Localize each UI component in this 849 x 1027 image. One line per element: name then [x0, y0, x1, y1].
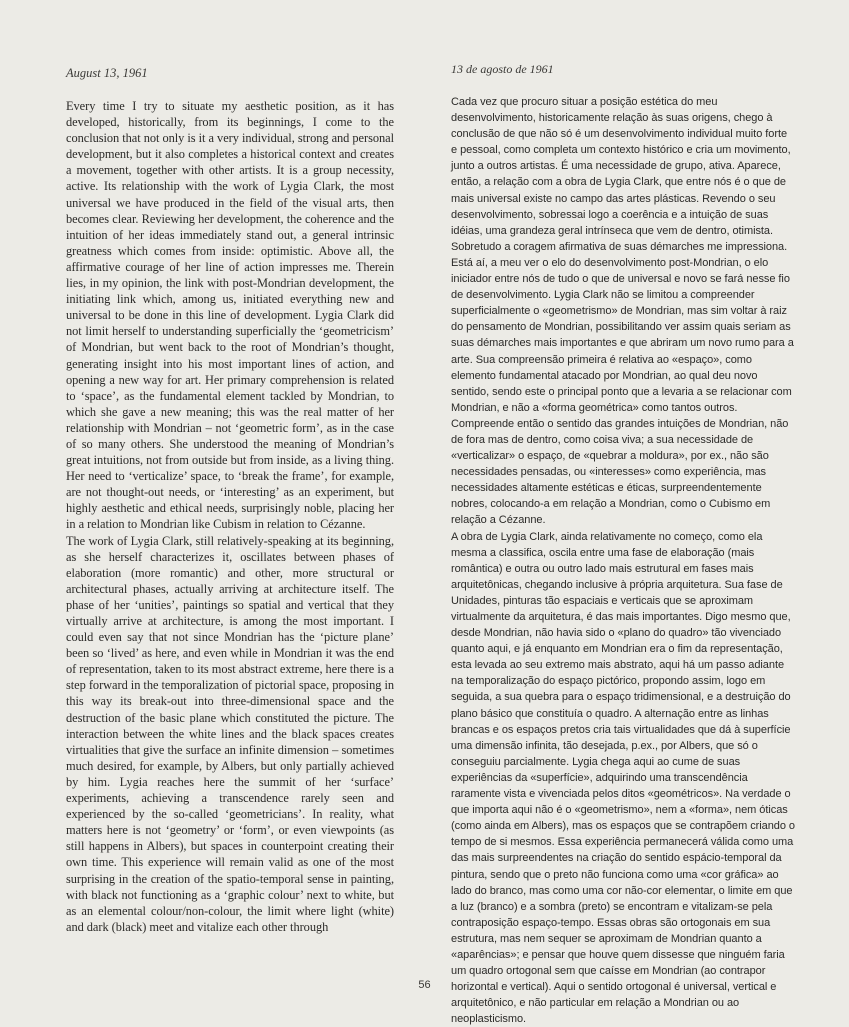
english-body-text — [66, 98, 394, 935]
english-paragraph-1: Every time I try to situate my aesthetic position, as it has developed, historically, from its beginnings, I come to the conclusion that not only is it a very individual, strong and personal development, but it also completes a historical context and creates a movement, together with other artists. It is a group necessity, active. Its relationship with the work of Lygia Clark, the most universal we have produced in the field of the visual arts, then becomes clear. Reviewing her development, the coherence and the intuition of her ideas immediately stand out, a general intrinsic greatness which comes from inside: optimistic. Above all, the affirmative courage of her line of action impresses me. Therein lies, in my opinion, the link with post-Mondrian development, the initiating link which, among us, initiated everything new and universal to be done in this line of development. Lygia Clark did not limit herself to understanding superficially the ‘geometricism’ of Mondrian, but went back to the root of Mondrian’s thought, generating insight into his most important lines of action, and opening a new way for art. Her primary comprehension is related to ‘space’, as the fundamental element tackled by Mondrian, to which she gave a new meaning; this was the real matter of her relationship with Mondrian – not ‘geometric form’, as in the case of so many others. She understood the meaning of Mondrian’s great intuitions, not from outside but from inside, as a living thing. Her need to ‘verticalize’ space, to ‘break the frame’, for example, are not thought-out needs, or ‘interesting’ as an experiment, but highly aesthetic and ethical needs, surprisingly noble, placing her in a relation to Mondrian like Cubism in relation to Cézanne. — [66, 99, 394, 532]
portuguese-paragraph-2: A obra de Lygia Clark, ainda relativamente no começo, como ela mesma a classifica, oscila entre uma fase de elaboração (mais romântica) e outra ou outro lado mais estrutural em fases mais arquitetônicas, chegando inclusive à própria arquitetura. Sua fase de Unidades, pinturas tão espaciais e verticais que se aproximam virtualmente da arquitetura, é das mais importantes. Digo mesmo que, desde Mondrian, não havia sido o «plano do quadro» tão vivenciado quanto aqui, e já enquanto em Mondrian era o fim da representação, esta levada ao seu extremo mais abstrato, aqui há um passo adiante na temporalização do espaço pictórico, propondo assim, logo em seguida, a sua quebra para o espaço tridimensional, e a destruição do plano básico que constituía o quadro. A alternação entre as linhas brancas e os espaços pretos cria tais virtualidades que dá à superfície uma dimensão infinita, tão desejada, p.ex., por Albers, que só o conseguiu parcialmente. Lygia chega aqui ao cume de suas experiências da «superfície», adquirindo uma transcendência raramente vista e vivenciada pelos ditos «geométricos». Na verdade o que importa aqui não é o «geometrismo», nem a «forma», nem óticas (como ainda em Albers), mas os espaços que se contrapõem criando o tempo de si mesmos. Essa experiência permanecerá válida como uma das mais surpreendentes na criação do sentido espácio-temporal da pintura, sendo que o preto não funciona como uma «cor gráfica» ao lado do branco, mas como uma cor não-cor elementar, o limite em que a luz (branco) e a sombra (preto) se encontram e vitalizam-se pela contraposição espaço-tempo. Essas obras são ortogonais em sua estrutura, mas nem sequer se aproximam de Mondrian quanto a «aparências»; e pensar que houve quem dissesse que ninguém faria um quadro ortogonal sem que caísse em Mondrian (ao contrapor horizontal e vertical). Aqui o sentido ortogonal é universal, vertical e arquitetônico, e não particular em relação a Mondrian ou ao neoplasticismo. — [451, 530, 795, 1026]
portuguese-body-text — [451, 94, 796, 1027]
english-date-heading: August 13, 1961 — [66, 66, 148, 80]
page-number: 56 — [418, 979, 431, 991]
english-column — [66, 66, 394, 935]
portuguese-paragraph-1: Cada vez que procuro situar a posição estética do meu desenvolvimento, historicamente relação às suas origens, chego à conclusão de que não só é um desenvolvimento individual muito forte e pessoal, como completa um contexto histórico e cria um movimento, junto a outros artistas. É uma necessidade de grupo, ativa. Aparece, então, a relação com a obra de Lygia Clark, que entre nós é o que de mais universal existe no campo das artes plásticas. Revendo o seu desenvolvimento, sobressai logo a coerência e a intuição de suas idéias, uma grandeza geral intrínseca que vem de dentro, otimista. Sobretudo a coragem afirmativa de suas démarches me impressiona. Está aí, a meu ver o elo do desenvolvimento post-Mondrian, o elo iniciador entre nós de tudo o que de universal e novo se fará nesse fio de desenvolvimento. Lygia Clark não se limitou a compreender superficialmente o «geometrismo» de Mondrian, mas sim voltar à raiz do pensamento de Mondrian, possibilitando ver assim quais seriam as suas démarches mais importantes e que abriram um novo rumo para a arte. Sua compreensão primeira é relativa ao «espaço», como elemento fundamental atacado por Mondrian, ao qual deu novo sentido, sendo este o principal ponto que a levaria a se relacionar com Mondrian, e não a «forma geométrica» como tantos outros. Compreende então o sentido das grandes intuições de Mondrian, não de fora mas de dentro, como coisa viva; a sua necessidade de «verticalizar» o espaço, de «quebrar a moldura», por ex., não são necessidades pensadas, ou «interesses» como experiência, mas necessidades altamente estéticas e éticas, surpreendentemente nobres, colocando-a em relação a Mondrian, como o Cubismo em relação a Cézanne. — [451, 96, 794, 527]
portuguese-date-heading: 13 de agosto de 1961 — [451, 62, 554, 76]
portuguese-column — [451, 62, 796, 1027]
english-paragraph-2: The work of Lygia Clark, still relatively-speaking at its beginning, as she herself characterizes it, oscillates between phases of elaboration (more romantic) and other, more structural or architectural phases, actually arriving at architecture itself. The phase of her ‘unities’, paintings so spatial and vertical that they virtually arrive at architecture, is among the most important. I could even say that not since Mondrian has the ‘picture plane’ been so ‘lived’ as here, and even while in Mondrian it was the end of representation, taken to its most abstract extreme, here there is a step forward in the temporalization of pictorial space, proposing in this way its break-out into three-dimensional space and the destruction of the basic plane which constituted the picture. The interaction between the white lines and the black spaces creates virtualities that give the surface an infinite dimension – sometimes much desired, for example, by Albers, but only partially achieved by him. Lygia reaches here the summit of her ‘surface’ experiments, achieving a transcendence rarely seen and experienced by the so-called ‘geometricians’. In reality, what matters here is not ‘geometry’ or ‘form’, or even viewpoints (as still happens in Albers), but spaces in counterpoint creating their own time. This experience will remain valid as one of the most surprising in the creation of the spatio-temporal sense in painting, with black not functioning as a ‘graphic colour’ next to white, but as an elemental colour/non-colour, the limit where light (white) and dark (black) meet and vitalize each other through — [66, 533, 394, 934]
